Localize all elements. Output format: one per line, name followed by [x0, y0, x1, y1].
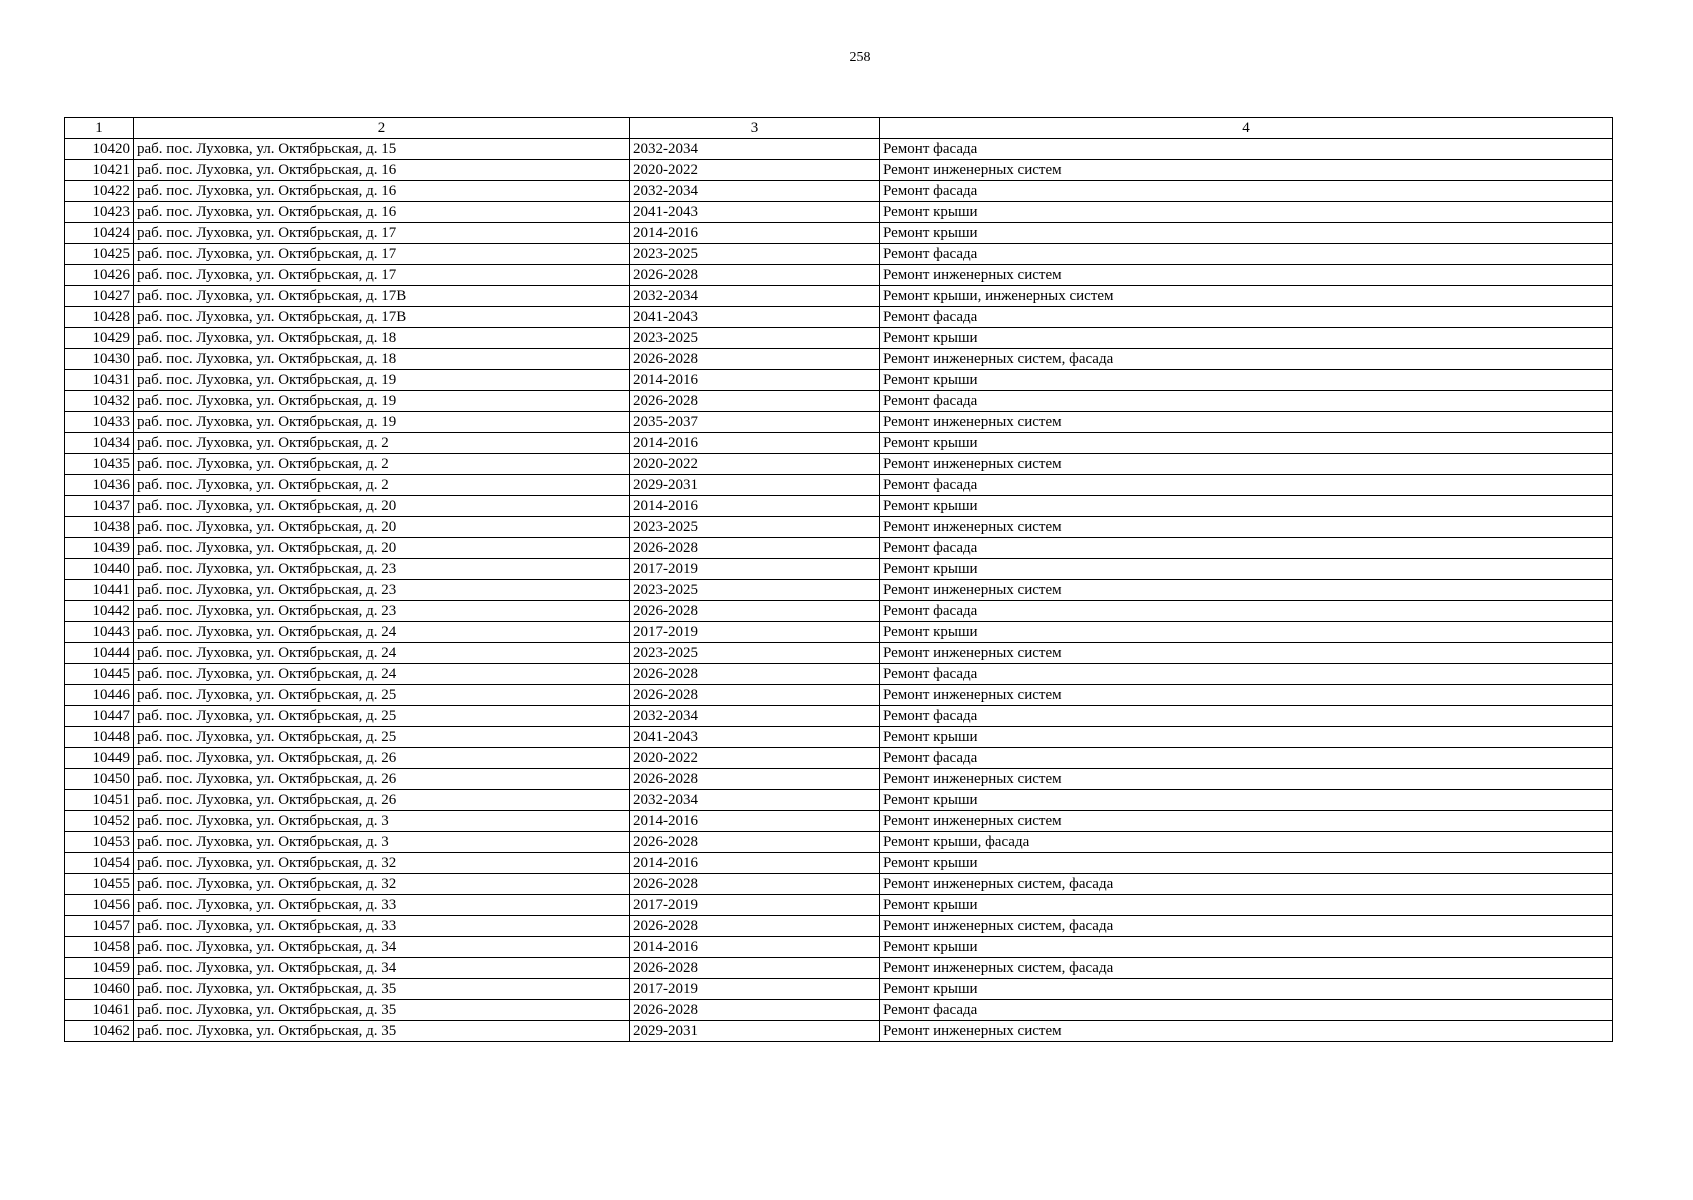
period-cell: 2014-2016 [630, 370, 880, 391]
table-row [65, 685, 1613, 706]
table-row [65, 517, 1613, 538]
row-number: 10440 [65, 559, 134, 580]
period-cell: 2026-2028 [630, 265, 880, 286]
address-cell: раб. пос. Луховка, ул. Октябрьская, д. 19 [134, 391, 630, 412]
address-cell: раб. пос. Луховка, ул. Октябрьская, д. 33 [134, 895, 630, 916]
work-type-cell: Ремонт крыши [880, 433, 1613, 454]
column-header-2: 2 [134, 118, 630, 139]
address-cell: раб. пос. Луховка, ул. Октябрьская, д. 18 [134, 349, 630, 370]
work-type-cell: Ремонт крыши [880, 559, 1613, 580]
table-row [65, 286, 1613, 307]
period-cell: 2023-2025 [630, 244, 880, 265]
table-row [65, 769, 1613, 790]
work-type-cell: Ремонт фасада [880, 139, 1613, 160]
table-row [65, 727, 1613, 748]
table-row [65, 580, 1613, 601]
row-number: 10430 [65, 349, 134, 370]
period-cell: 2014-2016 [630, 496, 880, 517]
address-cell: раб. пос. Луховка, ул. Октябрьская, д. 2 [134, 475, 630, 496]
work-type-cell: Ремонт крыши, инженерных систем [880, 286, 1613, 307]
period-cell: 2026-2028 [630, 685, 880, 706]
work-type-cell: Ремонт крыши [880, 790, 1613, 811]
address-cell: раб. пос. Луховка, ул. Октябрьская, д. 25 [134, 706, 630, 727]
work-type-cell: Ремонт крыши [880, 370, 1613, 391]
work-type-cell: Ремонт крыши [880, 895, 1613, 916]
work-type-cell: Ремонт фасада [880, 664, 1613, 685]
row-number: 10444 [65, 643, 134, 664]
period-cell: 2026-2028 [630, 664, 880, 685]
address-cell: раб. пос. Луховка, ул. Октябрьская, д. 19 [134, 412, 630, 433]
period-cell: 2023-2025 [630, 580, 880, 601]
address-cell: раб. пос. Луховка, ул. Октябрьская, д. 17 [134, 265, 630, 286]
table-row [65, 244, 1613, 265]
row-number: 10457 [65, 916, 134, 937]
period-cell: 2023-2025 [630, 643, 880, 664]
period-cell: 2026-2028 [630, 769, 880, 790]
row-number: 10438 [65, 517, 134, 538]
row-number: 10454 [65, 853, 134, 874]
address-cell: раб. пос. Луховка, ул. Октябрьская, д. 26 [134, 748, 630, 769]
work-type-cell: Ремонт крыши [880, 622, 1613, 643]
table-row [65, 1021, 1613, 1042]
period-cell: 2032-2034 [630, 286, 880, 307]
period-cell: 2014-2016 [630, 433, 880, 454]
period-cell: 2026-2028 [630, 391, 880, 412]
row-number: 10437 [65, 496, 134, 517]
period-cell: 2014-2016 [630, 811, 880, 832]
period-cell: 2029-2031 [630, 475, 880, 496]
row-number: 10451 [65, 790, 134, 811]
work-type-cell: Ремонт фасада [880, 706, 1613, 727]
address-cell: раб. пос. Луховка, ул. Октябрьская, д. 2 [134, 433, 630, 454]
row-number: 10425 [65, 244, 134, 265]
work-type-cell: Ремонт фасада [880, 307, 1613, 328]
work-type-cell: Ремонт инженерных систем, фасада [880, 874, 1613, 895]
table-body [65, 139, 1613, 1042]
period-cell: 2020-2022 [630, 454, 880, 475]
row-number: 10460 [65, 979, 134, 1000]
table-row [65, 832, 1613, 853]
table-row [65, 328, 1613, 349]
table-row [65, 139, 1613, 160]
table-row [65, 454, 1613, 475]
table-row [65, 811, 1613, 832]
address-cell: раб. пос. Луховка, ул. Октябрьская, д. 23 [134, 601, 630, 622]
work-type-cell: Ремонт инженерных систем [880, 160, 1613, 181]
row-number: 10446 [65, 685, 134, 706]
address-cell: раб. пос. Луховка, ул. Октябрьская, д. 18 [134, 328, 630, 349]
work-type-cell: Ремонт инженерных систем [880, 580, 1613, 601]
address-cell: раб. пос. Луховка, ул. Октябрьская, д. 34 [134, 937, 630, 958]
address-cell: раб. пос. Луховка, ул. Октябрьская, д. 32 [134, 853, 630, 874]
period-cell: 2041-2043 [630, 727, 880, 748]
row-number: 10435 [65, 454, 134, 475]
row-number: 10433 [65, 412, 134, 433]
period-cell: 2026-2028 [630, 601, 880, 622]
row-number: 10445 [65, 664, 134, 685]
work-type-cell: Ремонт фасада [880, 244, 1613, 265]
table-row [65, 643, 1613, 664]
row-number: 10436 [65, 475, 134, 496]
address-cell: раб. пос. Луховка, ул. Октябрьская, д. 17В [134, 286, 630, 307]
work-type-cell: Ремонт инженерных систем [880, 811, 1613, 832]
work-type-cell: Ремонт крыши [880, 979, 1613, 1000]
table-row [65, 265, 1613, 286]
period-cell: 2026-2028 [630, 1000, 880, 1021]
work-type-cell: Ремонт инженерных систем [880, 685, 1613, 706]
table-row [65, 475, 1613, 496]
work-type-cell: Ремонт инженерных систем [880, 643, 1613, 664]
table-row [65, 433, 1613, 454]
period-cell: 2032-2034 [630, 139, 880, 160]
row-number: 10452 [65, 811, 134, 832]
period-cell: 2023-2025 [630, 517, 880, 538]
address-cell: раб. пос. Луховка, ул. Октябрьская, д. 25 [134, 727, 630, 748]
work-type-cell: Ремонт крыши [880, 223, 1613, 244]
work-type-cell: Ремонт фасада [880, 181, 1613, 202]
work-type-cell: Ремонт фасада [880, 538, 1613, 559]
address-cell: раб. пос. Луховка, ул. Октябрьская, д. 35 [134, 979, 630, 1000]
row-number: 10431 [65, 370, 134, 391]
period-cell: 2023-2025 [630, 328, 880, 349]
work-type-cell: Ремонт крыши [880, 496, 1613, 517]
row-number: 10434 [65, 433, 134, 454]
table-row [65, 202, 1613, 223]
row-number: 10423 [65, 202, 134, 223]
address-cell: раб. пос. Луховка, ул. Октябрьская, д. 25 [134, 685, 630, 706]
table-row [65, 601, 1613, 622]
work-type-cell: Ремонт фасада [880, 748, 1613, 769]
table-row [65, 853, 1613, 874]
period-cell: 2026-2028 [630, 958, 880, 979]
table-row [65, 223, 1613, 244]
row-number: 10458 [65, 937, 134, 958]
work-type-cell: Ремонт инженерных систем [880, 769, 1613, 790]
row-number: 10455 [65, 874, 134, 895]
period-cell: 2041-2043 [630, 307, 880, 328]
period-cell: 2041-2043 [630, 202, 880, 223]
address-cell: раб. пос. Луховка, ул. Октябрьская, д. 24 [134, 643, 630, 664]
table-row [65, 622, 1613, 643]
period-cell: 2020-2022 [630, 160, 880, 181]
period-cell: 2026-2028 [630, 349, 880, 370]
row-number: 10459 [65, 958, 134, 979]
address-cell: раб. пос. Луховка, ул. Октябрьская, д. 26 [134, 790, 630, 811]
row-number: 10427 [65, 286, 134, 307]
row-number: 10429 [65, 328, 134, 349]
address-cell: раб. пос. Луховка, ул. Октябрьская, д. 32 [134, 874, 630, 895]
table-row [65, 559, 1613, 580]
work-type-cell: Ремонт крыши [880, 328, 1613, 349]
row-number: 10439 [65, 538, 134, 559]
address-cell: раб. пос. Луховка, ул. Октябрьская, д. 24 [134, 664, 630, 685]
row-number: 10450 [65, 769, 134, 790]
table-row [65, 391, 1613, 412]
row-number: 10421 [65, 160, 134, 181]
work-type-cell: Ремонт фасада [880, 391, 1613, 412]
work-type-cell: Ремонт крыши, фасада [880, 832, 1613, 853]
table-row [65, 874, 1613, 895]
address-cell: раб. пос. Луховка, ул. Октябрьская, д. 16 [134, 181, 630, 202]
work-type-cell: Ремонт инженерных систем [880, 454, 1613, 475]
row-number: 10443 [65, 622, 134, 643]
period-cell: 2032-2034 [630, 181, 880, 202]
work-type-cell: Ремонт крыши [880, 202, 1613, 223]
address-cell: раб. пос. Луховка, ул. Октябрьская, д. 35 [134, 1000, 630, 1021]
work-type-cell: Ремонт крыши [880, 727, 1613, 748]
period-cell: 2017-2019 [630, 622, 880, 643]
work-type-cell: Ремонт инженерных систем [880, 517, 1613, 538]
period-cell: 2026-2028 [630, 916, 880, 937]
row-number: 10422 [65, 181, 134, 202]
row-number: 10432 [65, 391, 134, 412]
period-cell: 2032-2034 [630, 790, 880, 811]
work-type-cell: Ремонт инженерных систем [880, 1021, 1613, 1042]
address-cell: раб. пос. Луховка, ул. Октябрьская, д. 3 [134, 832, 630, 853]
table-row [65, 307, 1613, 328]
work-type-cell: Ремонт фасада [880, 601, 1613, 622]
period-cell: 2014-2016 [630, 223, 880, 244]
work-type-cell: Ремонт инженерных систем [880, 412, 1613, 433]
table-row [65, 937, 1613, 958]
row-number: 10461 [65, 1000, 134, 1021]
period-cell: 2017-2019 [630, 979, 880, 1000]
table-row [65, 349, 1613, 370]
address-cell: раб. пос. Луховка, ул. Октябрьская, д. 23 [134, 580, 630, 601]
address-cell: раб. пос. Луховка, ул. Октябрьская, д. 16 [134, 202, 630, 223]
table-row [65, 664, 1613, 685]
work-type-cell: Ремонт фасада [880, 1000, 1613, 1021]
work-type-cell: Ремонт инженерных систем, фасада [880, 958, 1613, 979]
address-cell: раб. пос. Луховка, ул. Октябрьская, д. 24 [134, 622, 630, 643]
period-cell: 2017-2019 [630, 559, 880, 580]
period-cell: 2035-2037 [630, 412, 880, 433]
table-row [65, 370, 1613, 391]
repair-schedule-table [64, 117, 1613, 1042]
row-number: 10428 [65, 307, 134, 328]
table-row [65, 895, 1613, 916]
row-number: 10424 [65, 223, 134, 244]
address-cell: раб. пос. Луховка, ул. Октябрьская, д. 16 [134, 160, 630, 181]
address-cell: раб. пос. Луховка, ул. Октябрьская, д. 17 [134, 223, 630, 244]
period-cell: 2029-2031 [630, 1021, 880, 1042]
table-row [65, 412, 1613, 433]
table-row [65, 706, 1613, 727]
table-row [65, 790, 1613, 811]
header-row [65, 118, 1613, 139]
address-cell: раб. пос. Луховка, ул. Октябрьская, д. 33 [134, 916, 630, 937]
address-cell: раб. пос. Луховка, ул. Октябрьская, д. 34 [134, 958, 630, 979]
page-number: 258 [849, 50, 871, 65]
row-number: 10453 [65, 832, 134, 853]
table-row [65, 748, 1613, 769]
work-type-cell: Ремонт инженерных систем, фасада [880, 916, 1613, 937]
address-cell: раб. пос. Луховка, ул. Октябрьская, д. 15 [134, 139, 630, 160]
row-number: 10462 [65, 1021, 134, 1042]
table-row [65, 496, 1613, 517]
period-cell: 2026-2028 [630, 538, 880, 559]
address-cell: раб. пос. Луховка, ул. Октябрьская, д. 23 [134, 559, 630, 580]
address-cell: раб. пос. Луховка, ул. Октябрьская, д. 2 [134, 454, 630, 475]
period-cell: 2017-2019 [630, 895, 880, 916]
address-cell: раб. пос. Луховка, ул. Октябрьская, д. 26 [134, 769, 630, 790]
period-cell: 2026-2028 [630, 874, 880, 895]
table-row [65, 181, 1613, 202]
address-cell: раб. пос. Луховка, ул. Октябрьская, д. 19 [134, 370, 630, 391]
work-type-cell: Ремонт фасада [880, 475, 1613, 496]
address-cell: раб. пос. Луховка, ул. Октябрьская, д. 20 [134, 496, 630, 517]
period-cell: 2014-2016 [630, 937, 880, 958]
work-type-cell: Ремонт инженерных систем [880, 265, 1613, 286]
address-cell: раб. пос. Луховка, ул. Октябрьская, д. 17В [134, 307, 630, 328]
table-row [65, 160, 1613, 181]
period-cell: 2020-2022 [630, 748, 880, 769]
table-row [65, 1000, 1613, 1021]
work-type-cell: Ремонт инженерных систем, фасада [880, 349, 1613, 370]
address-cell: раб. пос. Луховка, ул. Октябрьская, д. 3 [134, 811, 630, 832]
table-row [65, 979, 1613, 1000]
row-number: 10448 [65, 727, 134, 748]
table-row [65, 538, 1613, 559]
period-cell: 2014-2016 [630, 853, 880, 874]
column-header-4: 4 [880, 118, 1613, 139]
row-number: 10456 [65, 895, 134, 916]
column-header-3: 3 [630, 118, 880, 139]
row-number: 10442 [65, 601, 134, 622]
address-cell: раб. пос. Луховка, ул. Октябрьская, д. 20 [134, 517, 630, 538]
row-number: 10420 [65, 139, 134, 160]
period-cell: 2026-2028 [630, 832, 880, 853]
table-row [65, 958, 1613, 979]
address-cell: раб. пос. Луховка, ул. Октябрьская, д. 20 [134, 538, 630, 559]
period-cell: 2032-2034 [630, 706, 880, 727]
row-number: 10449 [65, 748, 134, 769]
work-type-cell: Ремонт крыши [880, 853, 1613, 874]
row-number: 10426 [65, 265, 134, 286]
column-header-1: 1 [65, 118, 134, 139]
table-row [65, 916, 1613, 937]
address-cell: раб. пос. Луховка, ул. Октябрьская, д. 17 [134, 244, 630, 265]
row-number: 10441 [65, 580, 134, 601]
address-cell: раб. пос. Луховка, ул. Октябрьская, д. 35 [134, 1021, 630, 1042]
row-number: 10447 [65, 706, 134, 727]
work-type-cell: Ремонт крыши [880, 937, 1613, 958]
